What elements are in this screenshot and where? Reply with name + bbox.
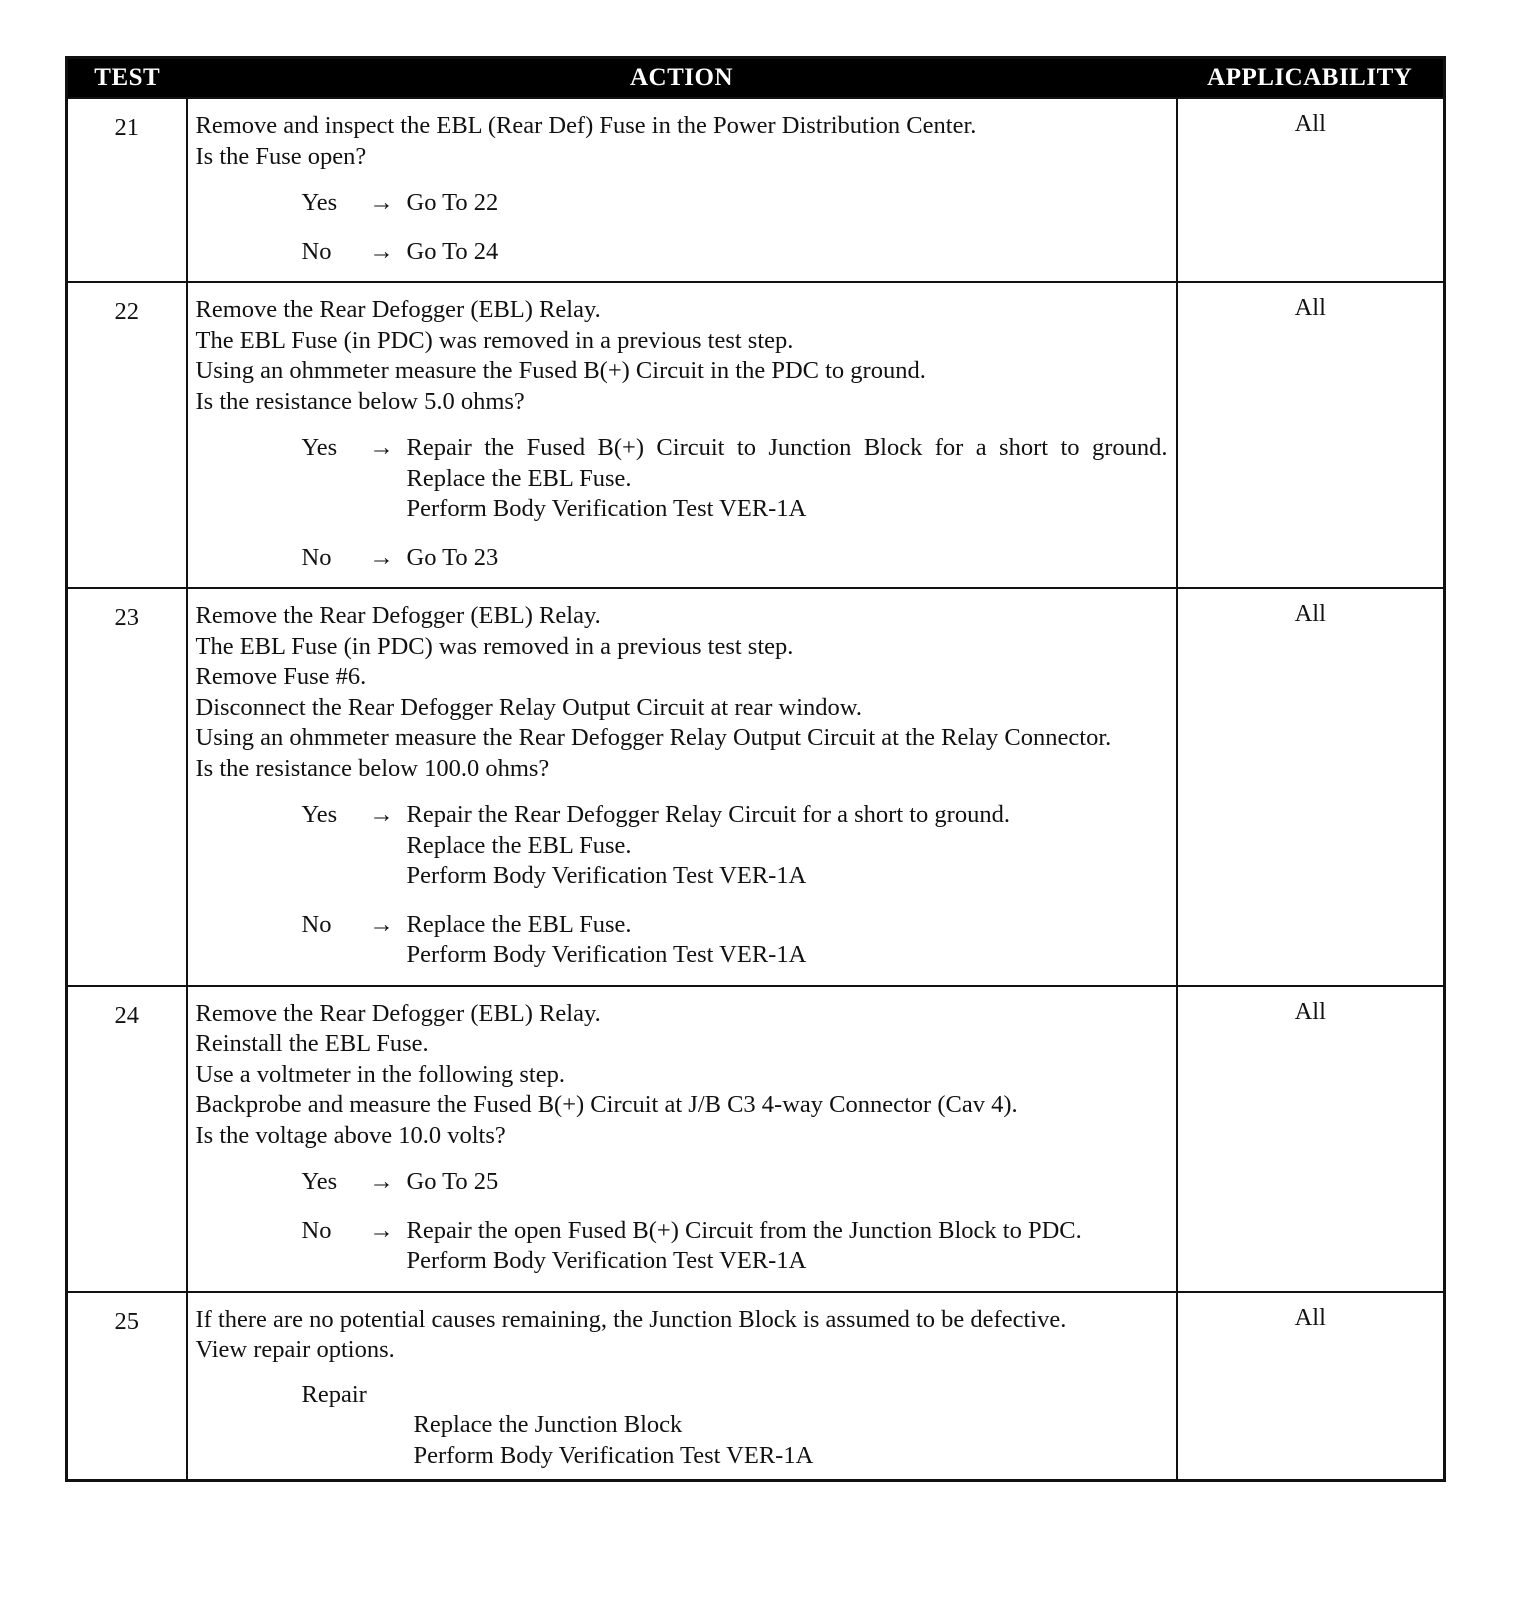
action-step: Remove Fuse #6. xyxy=(195,663,367,690)
action-step: Remove the Rear Defogger (EBL) Relay. xyxy=(195,296,601,323)
action-step: Remove the Rear Defogger (EBL) Relay. xyxy=(195,999,601,1027)
result-branch-yes xyxy=(196,1167,1168,1198)
branch-result-line: Perform Body Verification Test VER-1A xyxy=(406,862,807,889)
branch-result-line: Replace the EBL Fuse. xyxy=(406,910,632,938)
branch-result-line: Replace the EBL Fuse. xyxy=(406,831,632,859)
action-cell xyxy=(187,986,1177,1292)
right-arrow-icon: → xyxy=(369,237,394,265)
action-step: Disconnect the Rear Defogger Relay Output Circuit at rear window. xyxy=(195,693,863,721)
action-cell xyxy=(187,588,1177,986)
test-number: 21 xyxy=(67,98,187,282)
branch-result-line: Go To 24 xyxy=(406,237,499,265)
action-step: Backprobe and measure the Fused B(+) Circuit at J/B C3 4-way Connector (Cav 4). xyxy=(195,1091,1018,1118)
applicability-value: All xyxy=(1177,986,1445,1292)
right-arrow-icon: → xyxy=(369,1168,394,1195)
branch-result xyxy=(407,1167,1168,1198)
branch-label: Yes xyxy=(301,189,338,216)
test-number: 25 xyxy=(67,1292,187,1481)
right-arrow-icon: → xyxy=(369,189,394,216)
action-step: Is the resistance below 100.0 ohms? xyxy=(195,754,550,782)
repair-option-line: Replace the Junction Block xyxy=(413,1411,683,1438)
branch-result xyxy=(407,237,1168,268)
applicability-value: All xyxy=(1177,282,1445,588)
branch-result xyxy=(407,543,1168,574)
action-step: Remove and inspect the EBL (Rear Def) Fuse in the Power Distribution Center. xyxy=(195,112,977,139)
diagnostic-test-table xyxy=(65,56,1446,1482)
applicability-value: All xyxy=(1177,1292,1445,1481)
branch-result-line: Repair the Rear Defogger Relay Circuit for a short to ground. xyxy=(406,801,1010,828)
table-row xyxy=(67,282,1445,588)
action-step: The EBL Fuse (in PDC) was removed in a previous test step. xyxy=(195,326,794,354)
result-branches xyxy=(196,188,1168,267)
header-row xyxy=(67,58,1445,99)
branch-result-line: Go To 25 xyxy=(406,1168,499,1195)
result-branch-yes xyxy=(196,800,1168,892)
result-branch-no xyxy=(196,910,1168,971)
right-arrow-icon: → xyxy=(369,1216,394,1244)
header-applicability: APPLICABILITY xyxy=(1177,58,1445,99)
right-arrow-icon: → xyxy=(369,801,394,828)
action-cell xyxy=(187,282,1177,588)
action-step: Using an ohmmeter measure the Fused B(+) Circuit in the PDC to ground. xyxy=(195,357,926,384)
result-branches xyxy=(196,800,1168,971)
result-branch-no xyxy=(196,543,1168,574)
applicability-value: All xyxy=(1177,98,1445,282)
branch-label: No xyxy=(301,1216,332,1244)
right-arrow-icon: → xyxy=(369,910,394,938)
branch-result-line: Perform Body Verification Test VER-1A xyxy=(406,1247,807,1274)
table-row xyxy=(67,98,1445,282)
result-branch-no xyxy=(196,237,1168,268)
result-branches xyxy=(196,433,1168,573)
branch-result xyxy=(407,800,1168,892)
branch-result xyxy=(407,1216,1168,1277)
branch-label: Yes xyxy=(301,801,338,828)
branch-label: Yes xyxy=(301,1168,338,1195)
table-row xyxy=(67,1292,1445,1481)
action-step: Is the Fuse open? xyxy=(195,142,367,170)
branch-result-line: Go To 23 xyxy=(406,543,499,571)
action-step: View repair options. xyxy=(195,1336,395,1363)
result-branch-no xyxy=(196,1216,1168,1277)
test-number: 24 xyxy=(67,986,187,1292)
right-arrow-icon: → xyxy=(369,434,394,461)
result-branches xyxy=(196,1167,1168,1277)
branch-label: No xyxy=(301,237,332,265)
action-step: The EBL Fuse (in PDC) was removed in a previous test step. xyxy=(195,632,794,660)
result-branch-yes xyxy=(196,433,1168,525)
branch-result xyxy=(407,433,1168,525)
header-test: TEST xyxy=(67,58,187,99)
header-action: ACTION xyxy=(187,58,1177,99)
branch-result xyxy=(407,910,1168,971)
action-cell xyxy=(187,98,1177,282)
action-step: Reinstall the EBL Fuse. xyxy=(195,1030,429,1057)
branch-label: Yes xyxy=(301,434,338,461)
action-step: Use a voltmeter in the following step. xyxy=(195,1060,565,1088)
table-row xyxy=(67,588,1445,986)
action-step: Remove the Rear Defogger (EBL) Relay. xyxy=(195,602,601,629)
diagnostic-test-table-container xyxy=(65,56,1443,1482)
branch-label: No xyxy=(301,543,332,571)
branch-result xyxy=(407,188,1168,219)
table-row xyxy=(67,986,1445,1292)
branch-label: No xyxy=(301,910,332,938)
repair-option-line: Perform Body Verification Test VER-1A xyxy=(413,1441,814,1469)
branch-result-line: Go To 22 xyxy=(406,189,499,216)
branch-result-line: Repair the open Fused B(+) Circuit from the Junction Block to PDC. xyxy=(406,1216,1082,1244)
table-body xyxy=(67,98,1445,1481)
branch-result-line: Perform Body Verification Test VER-1A xyxy=(406,941,807,968)
repair-label: Repair xyxy=(301,1380,367,1408)
test-number: 22 xyxy=(67,282,187,588)
action-step: Is the voltage above 10.0 volts? xyxy=(195,1121,506,1149)
action-cell xyxy=(187,1292,1177,1481)
test-number: 23 xyxy=(67,588,187,986)
action-step: Using an ohmmeter measure the Rear Defogger Relay Output Circuit at the Relay Connector. xyxy=(195,724,1112,751)
action-step: Is the resistance below 5.0 ohms? xyxy=(195,387,525,415)
right-arrow-icon: → xyxy=(369,543,394,571)
branch-result-line: Perform Body Verification Test VER-1A xyxy=(406,495,807,522)
action-step: If there are no potential causes remaining, the Junction Block is assumed to be defective. xyxy=(195,1305,1067,1333)
applicability-value: All xyxy=(1177,588,1445,986)
result-branch-yes xyxy=(196,188,1168,219)
branch-result-line: Repair the Fused B(+) Circuit to Junction Block for a short to ground. Replace the EBL Fuse. xyxy=(406,434,1168,492)
repair-options xyxy=(414,1410,1168,1471)
